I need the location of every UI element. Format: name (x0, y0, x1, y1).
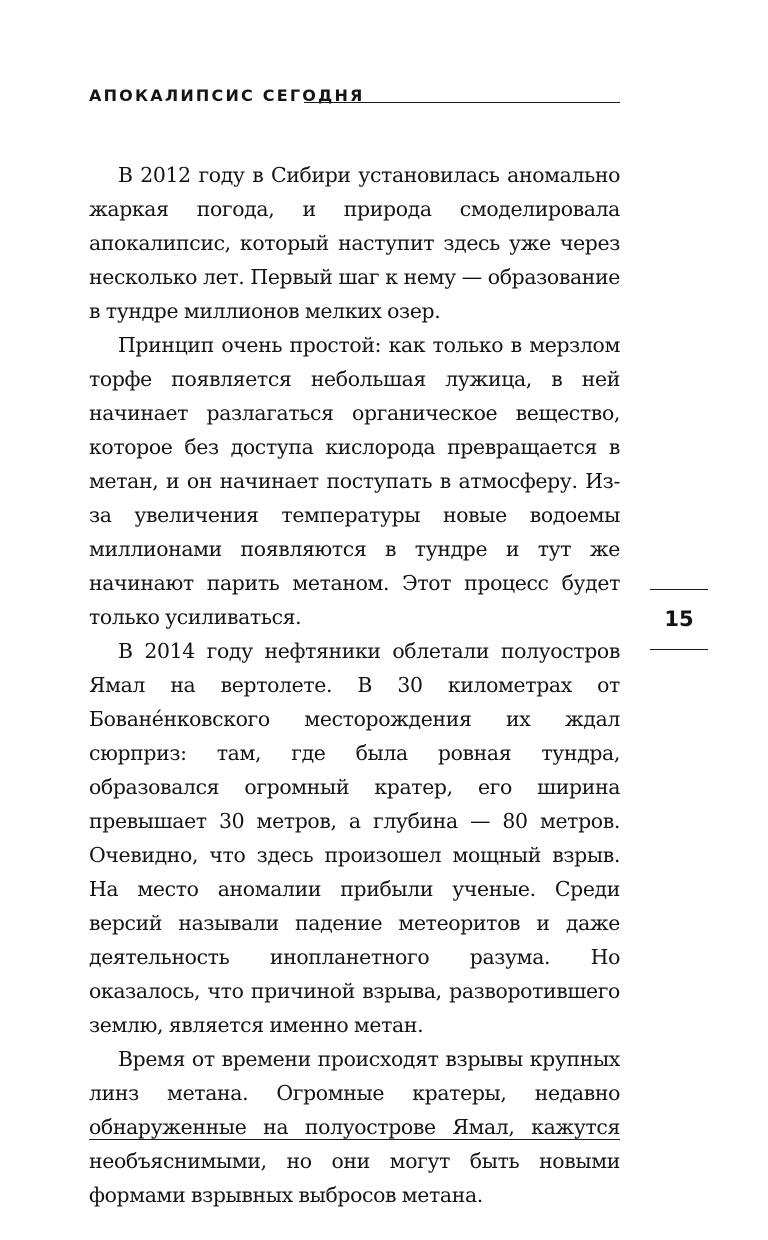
running-header-title: АПОКАЛИПСИС СЕГОДНЯ (89, 86, 365, 105)
page-number: 15 (664, 607, 694, 631)
page-number-rule-bottom (650, 649, 708, 650)
paragraph-4: Время от времени происходят взрывы крупных линз метана. Огромные кратеры, недавно обнаруженные на полуострове Ямал, кажутся необъяснимыми, но они могут быть новыми формами взрывных выбросов метана. (89, 1047, 620, 1207)
paragraph-1: В 2012 году в Сибири установилась аномально жаркая погода, и природа смоделировала апокалипсис, который наступит здесь уже через несколько лет. Первый шаг к нему — образование в тундре миллионов мелких озер. (89, 163, 620, 323)
footer-rule (89, 1139, 620, 1140)
paragraph-2: Принцип очень простой: как только в мерзлом торфе появляется небольшая лужица, в ней начинает разлагаться органическое вещество, которое без доступа кислорода превращается в метан, и он начинает поступать в атмосферу. Из-за увеличения температуры новые водоемы миллионами появляются в тундре и тут же начинают парить метаном. Этот процесс будет только усиливаться. (89, 333, 620, 629)
main-text (89, 158, 620, 1212)
paragraph-3: В 2014 году нефтяники облетали полуостров Ямал на вертолете. В 30 километрах от Бованéнковского месторождения их ждал сюрприз: там, где была ровная тундра, образовался огромный кратер, его ширина превышает 30 метров, а глубина — 80 метров. Очевидно, что здесь произошел мощный взрыв. На место аномалии прибыли ученые. Среди версий называли падение метеоритов и даже деятельность инопланетного разума. Но оказалось, что причиной взрыва, разворотившего землю, является именно метан. (89, 639, 620, 1037)
page-number-rule-top (650, 589, 708, 590)
header-rule (304, 102, 620, 103)
